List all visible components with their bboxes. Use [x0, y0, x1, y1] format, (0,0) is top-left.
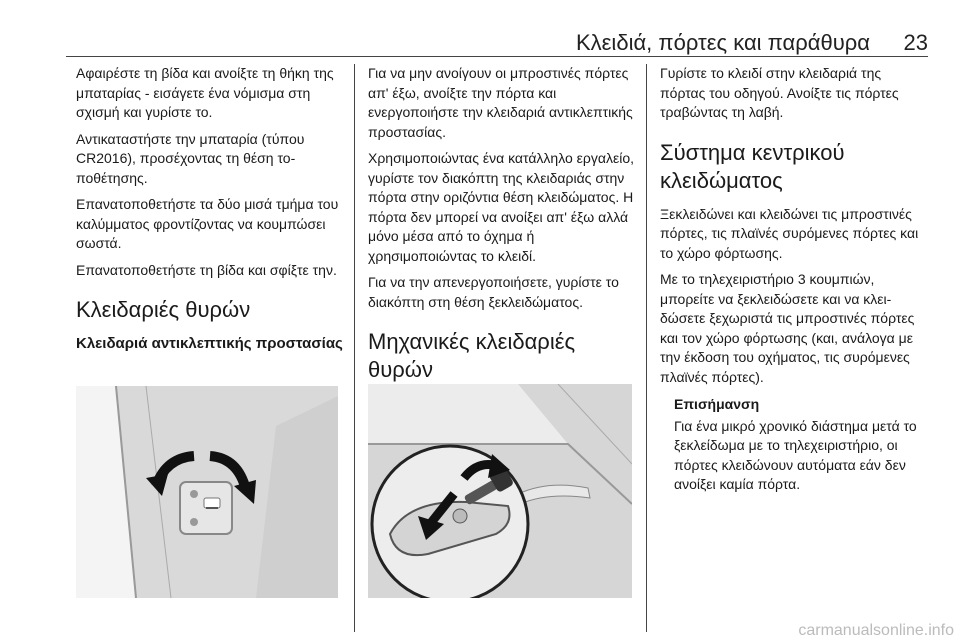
paragraph-replace-battery: Αντικαταστήστε την μπαταρία (τύπου CR2016), προσέχοντας τη θέση τοποθέτησης.: [76, 130, 305, 186]
paragraph-refit-cover: Επανατοποθετήστε τα δύο μισά τμήμα του καλύμματος φροντίζοντας να κουμπώσει σωστά.: [76, 196, 339, 251]
door-handle-illustration: [368, 384, 632, 598]
heading-door-locks: Κλειδαριές θυρών: [76, 297, 251, 322]
heading-mechanical-locks: Μηχανικές κλειδαριές θυρών: [368, 329, 576, 382]
paragraph-child-lock-deactivate: Για να την απενεργοποιήσετε, γυρίστε το διακόπτη στη θέση ξεκλειδώματος.: [368, 274, 619, 310]
paragraph-open-battery: Αφαιρέστε τη βίδα και ανοίξτε τη θήκη της μπαταρίας - εισάγετε ένα νόμισμα στη σχισμή και γυρίστε το.: [76, 65, 334, 120]
header-rule: [66, 56, 928, 57]
column-2: [368, 64, 634, 394]
section-title: Κλειδιά, πόρτες και παράθυρα: [575, 30, 870, 55]
paragraph-child-lock-intro: Για να μην ανοίγουν οι μπροστινές πόρτες απ' έξω, ανοίξτε την πόρτα και ενεργοποιήστε την κλειδαριά αντικλεπτικής προστασίας.: [368, 65, 633, 140]
note-box: [660, 395, 928, 495]
page-number: 23: [903, 30, 928, 55]
note-text: Για ένα μικρό χρονικό διάστημα μετά το ξεκλείδωμα με το τηλεχειριστήριο, οι πόρτες κλειδώνουν αυτόματα εάν δεν ανοίξει καμία πόρτα.: [674, 417, 917, 492]
heading-central-locking: Σύστημα κεντρικού κλειδώματος: [660, 139, 845, 193]
child-lock-illustration: [76, 386, 338, 598]
paragraph-child-lock-activate: Χρησιμοποιώντας ένα κατάλληλο εργαλείο, γυρίστε τον διακόπτη της κλειδαριάς στην πόρτα στην οριζόντια θέση κλειδώματος. Η πόρτα δεν μπορεί να ανοίξει απ' έξω αλλά μόνο μέσα από το όχημα ή χρησιμοποιώντας το κλειδί.: [368, 150, 634, 264]
paragraph-remote-control: Με το τηλεχειριστήριο 3 κουμπιών, μπορείτε να ξεκλειδώσετε και να κλειδώσετε ξεχωριστά τις μπροστινές πόρτες και τον χώρο φόρτωσης (και, ανάλογα με την έκδοση του οχήματος, τις συρόμενες πλαϊνές πόρτες).: [660, 271, 915, 385]
door-edge-drawing: [76, 386, 338, 598]
column-1: [76, 64, 344, 362]
watermark-link[interactable]: carmanualsonline.info: [798, 622, 954, 639]
subheading-child-lock: Κλειδαριά αντικλεπτικής προστασίας: [76, 335, 343, 352]
column-divider-1: [354, 64, 355, 632]
page-header: [0, 0, 960, 54]
column-divider-2: [646, 64, 647, 632]
note-title: Επισήμανση: [674, 396, 760, 412]
door-handle-drawing: [368, 384, 632, 598]
paragraph-refit-screw: Επανατοποθετήστε τη βίδα και σφίξτε την.: [76, 261, 337, 278]
column-3: [660, 64, 928, 502]
paragraph-central-locking-desc: Ξεκλειδώνει και κλειδώνει τις μπροστινές πόρτες, τις πλαϊνές συρόμενες πόρτες και το χώρο φόρτωσης.: [660, 205, 919, 261]
paragraph-turn-key: Γυρίστε το κλειδί στην κλειδαριά της πόρτας του οδηγού. Ανοίξτε τις πόρτες τραβώντας τη λαβή.: [660, 65, 899, 120]
